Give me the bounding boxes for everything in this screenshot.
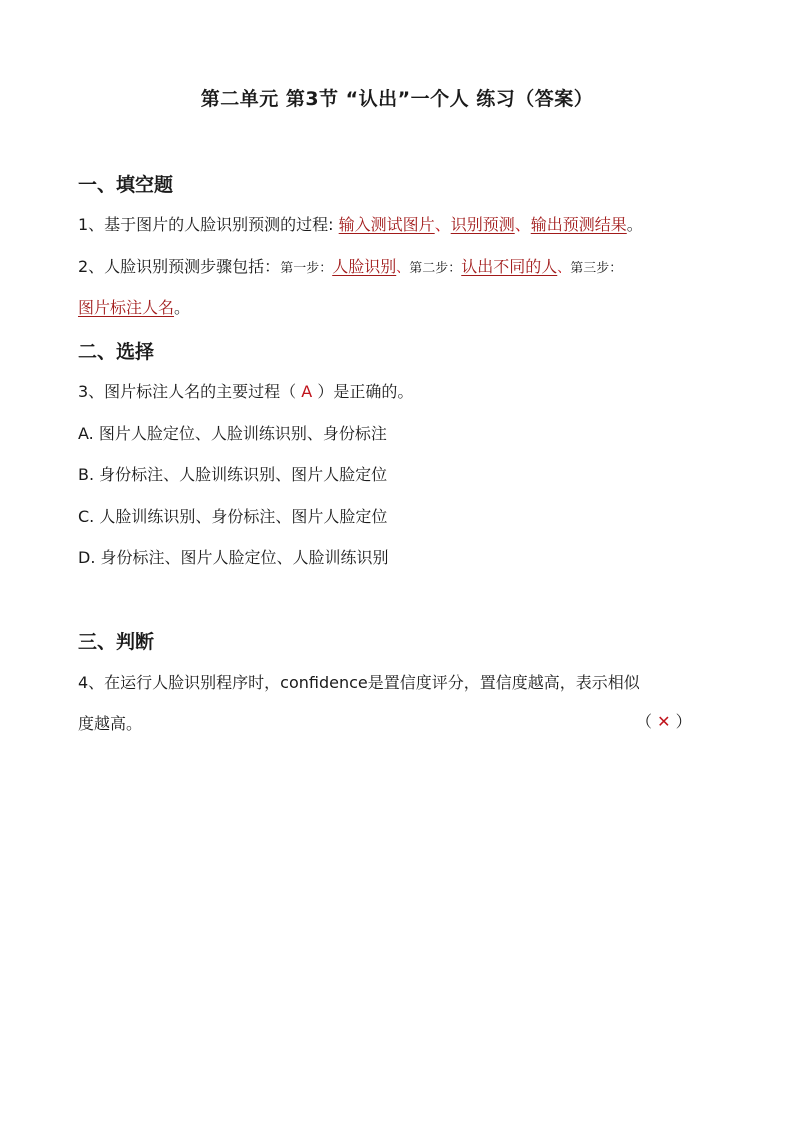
option-b: B. 身份标注、人脸训练识别、图片人脸定位 <box>78 465 388 484</box>
step-1-label: 第一步： <box>280 261 333 276</box>
question-2-continued <box>78 295 190 318</box>
option-c: C. 人脸训练识别、身份标注、图片人脸定位 <box>78 507 388 526</box>
question-2-answer-1: 人脸识别 <box>332 257 397 276</box>
question-1-answer-2: 识别预测 <box>450 215 515 234</box>
question-1-prefix: 1、基于图片的人脸识别预测的过程: <box>78 215 334 234</box>
question-2-answer-3: 图片标注人名 <box>78 298 175 317</box>
separator: 、 <box>434 215 451 234</box>
question-4-line-2: 度越高。 <box>78 714 143 733</box>
open-paren: （ <box>636 712 658 731</box>
separator: 、 <box>557 261 571 276</box>
option-a: A. 图片人脸定位、人脸训练识别、身份标注 <box>78 424 387 443</box>
section-heading-fill: 一、填空题 <box>78 174 174 196</box>
question-1-answer-3: 输出预测结果 <box>530 215 627 234</box>
cross-mark-icon: ✕ <box>657 712 671 731</box>
question-4-answer-box <box>636 709 692 732</box>
question-3-suffix: ）是正确的。 <box>312 382 414 401</box>
question-3-answer: A <box>301 382 313 401</box>
question-2-answer-2: 认出不同的人 <box>461 257 558 276</box>
question-3 <box>78 379 413 402</box>
page-title: 第二单元 第3节 “认出”一个人 练习（答案） <box>200 88 594 110</box>
step-2-label: 第二步： <box>409 261 462 276</box>
question-1-end: 。 <box>626 215 643 234</box>
question-2-prefix: 2、人脸识别预测步骤包括： <box>78 257 281 276</box>
question-3-prefix: 3、图片标注人名的主要过程（ <box>78 382 302 401</box>
option-d: D. 身份标注、图片人脸定位、人脸训练识别 <box>78 548 389 567</box>
close-paren: ） <box>670 712 692 731</box>
section-heading-judge: 三、判断 <box>78 631 155 653</box>
question-2 <box>78 254 622 277</box>
question-4-line-1: 4、在运行人脸识别程序时，confidence是置信度评分，置信度越高，表示相似 <box>78 673 640 692</box>
question-2-end: 。 <box>174 298 191 317</box>
step-3-label: 第三步： <box>570 261 623 276</box>
separator: 、 <box>396 261 410 276</box>
question-1 <box>78 212 643 235</box>
question-1-answer-1: 输入测试图片 <box>338 215 435 234</box>
separator: 、 <box>514 215 531 234</box>
section-heading-choice: 二、选择 <box>78 341 155 363</box>
